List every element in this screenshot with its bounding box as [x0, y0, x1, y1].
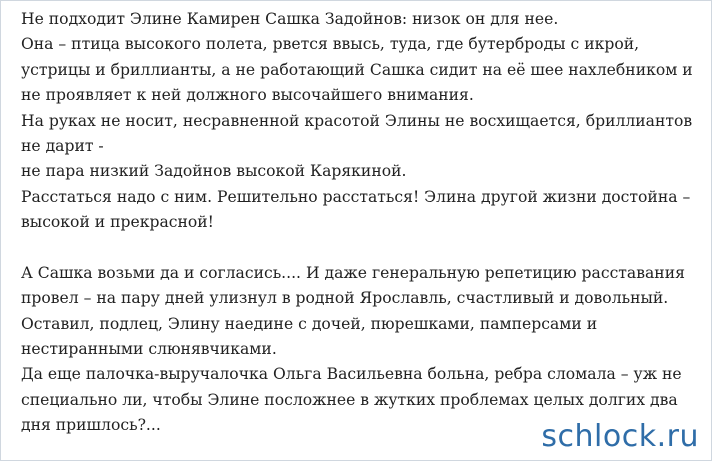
text-line: А Сашка возьми да и согласись.... И даже генеральную репетицию расставания — [21, 263, 685, 282]
text-line: Да еще палочка-выручалочка Ольга Васильевна больна, ребра сломала – уж не — [21, 365, 682, 384]
text-line: Оставил, подлец, Элину наедине с дочей, пюрешками, памперсами и — [21, 314, 598, 333]
text-line: специально ли, чтобы Элине посложнее в жутких проблемах целых долгих два — [21, 390, 678, 409]
text-line: Она – птица высокого полета, рвется ввысь, туда, где бутерброды с икрой, — [21, 35, 640, 54]
text-line: Расстаться надо с ним. Решительно расстаться! Элина другой жизни достойна – — [21, 187, 691, 206]
article-text — [21, 7, 701, 439]
text-line: устрицы и бриллианты, а не работающий Сашка сидит на её шее нахлебником и — [21, 60, 693, 79]
paragraph-gap — [21, 236, 701, 261]
text-line: нестиранными слюнявчиками. — [21, 340, 277, 359]
text-line: не проявляет к ней должного высочайшего внимания. — [21, 86, 474, 105]
text-line: провел – на пару дней улизнул в родной Ярославль, счастливый и довольный. — [21, 289, 669, 308]
text-line: дня пришлось?... — [21, 416, 161, 435]
site-watermark: schlock.ru — [541, 419, 699, 454]
text-line: высокой и прекрасной! — [21, 213, 214, 232]
text-line: На руках не носит, несравненной красотой Элины не восхищается, бриллиантов — [21, 111, 693, 130]
text-line: не дарит - — [21, 136, 104, 155]
text-line: Не подходит Элине Камирен Сашка Задойнов: низок он для нее. — [21, 10, 559, 28]
text-line: не пара низкий Задойнов высокой Карякиной. — [21, 162, 407, 181]
